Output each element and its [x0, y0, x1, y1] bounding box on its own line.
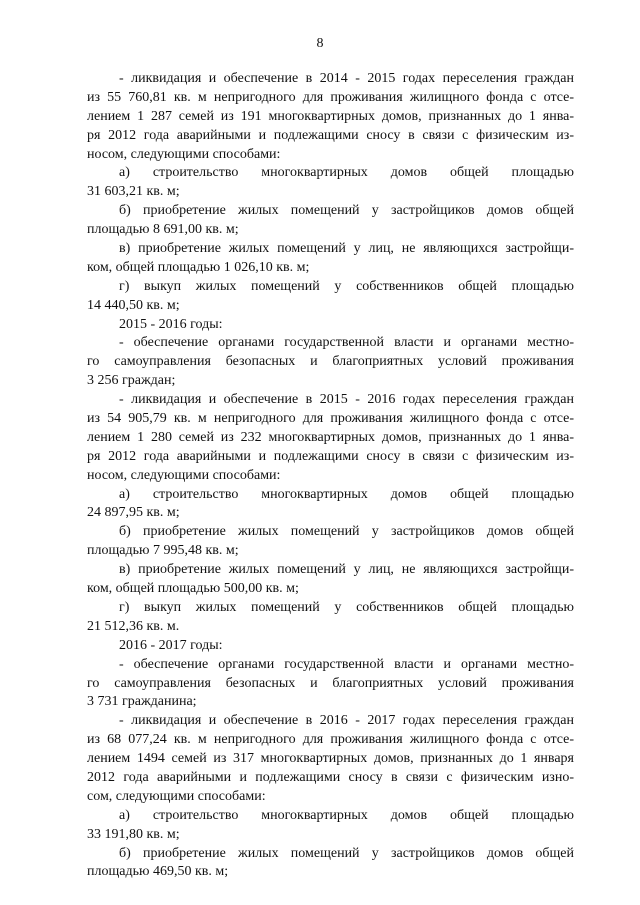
text-line: 2016 - 2017 годы: — [119, 637, 223, 653]
text-line: - ликвидация и обеспечение в 2016 - 2017 годах переселения граждан — [119, 713, 574, 729]
text-line: лением 1494 семей из 317 многоквартирных домов, признанных до 1 января — [87, 751, 574, 767]
text-line: а) строительство многоквартирных домов общей площадью — [119, 807, 574, 823]
text-line: го самоуправления безопасных и благоприятных условий проживания — [87, 354, 574, 370]
text-line: из 54 905,79 кв. м непригодного для проживания жилищного фонда с отсе- — [87, 411, 574, 427]
text-line: площадью 8 691,00 кв. м; — [87, 222, 239, 238]
page-number: 8 — [316, 36, 324, 51]
text-line: - ликвидация и обеспечение в 2014 - 2015 годах переселения граждан — [119, 71, 574, 86]
text-line: г) выкуп жилых помещений у собственников общей площадью — [119, 599, 574, 615]
text-line: а) строительство многоквартирных домов общей площадью — [119, 165, 574, 181]
text-line: 21 512,36 кв. м. — [87, 618, 180, 634]
text-line: лением 1 287 семей из 191 многоквартирных домов, признанных до 1 янва- — [87, 108, 574, 124]
text-line: - ликвидация и обеспечение в 2015 - 2016 годах переселения граждан — [119, 392, 574, 408]
text-line: 14 440,50 кв. м; — [87, 297, 180, 313]
document-body — [87, 70, 574, 882]
text-line: ком, общей площадью 1 026,10 кв. м; — [87, 259, 310, 275]
text-line: а) строительство многоквартирных домов общей площадью — [119, 486, 574, 502]
text-line: 33 191,80 кв. м; — [87, 826, 180, 842]
text-line: 31 603,21 кв. м; — [87, 184, 180, 200]
text-line: 3 731 гражданина; — [87, 694, 197, 710]
text-line: 24 897,95 кв. м; — [87, 505, 180, 521]
text-line: носом, следующими способами: — [87, 467, 281, 483]
text-line: площадью 469,50 кв. м; — [87, 864, 229, 880]
text-line: 2012 года аварийными и подлежащими сносу в связи с физическим изно- — [87, 769, 574, 785]
text-line: ря 2012 года аварийными и подлежащими сносу в связи с физическим из- — [87, 448, 574, 464]
text-line: 2015 - 2016 годы: — [119, 316, 223, 332]
text-line: б) приобретение жилых помещений у застройщиков домов общей — [119, 845, 574, 861]
text-line: ком, общей площадью 500,00 кв. м; — [87, 581, 299, 597]
text-line: б) приобретение жилых помещений у застройщиков домов общей — [119, 203, 574, 219]
text-line: - обеспечение органами государственной власти и органами местно- — [119, 656, 574, 672]
text-line: из 68 077,24 кв. м непригодного для проживания жилищного фонда с отсе- — [87, 732, 574, 748]
text-line: сом, следующими способами: — [87, 788, 266, 804]
text-line: из 55 760,81 кв. м непригодного для проживания жилищного фонда с отсе- — [87, 89, 574, 105]
text-line: в) приобретение жилых помещений у лиц, не являющихся застройщи- — [119, 241, 574, 257]
text-line: лением 1 280 семей из 232 многоквартирных домов, признанных до 1 янва- — [87, 429, 574, 445]
text-line: б) приобретение жилых помещений у застройщиков домов общей — [119, 524, 574, 540]
text-line: г) выкуп жилых помещений у собственников общей площадью — [119, 278, 574, 294]
text-line: в) приобретение жилых помещений у лиц, не являющихся застройщи- — [119, 562, 574, 578]
text-line: ря 2012 года аварийными и подлежащими сносу в связи с физическим из- — [87, 127, 574, 143]
text-line: площадью 7 995,48 кв. м; — [87, 543, 239, 559]
text-line: - обеспечение органами государственной власти и органами местно- — [119, 335, 574, 351]
text-line: 3 256 граждан; — [87, 373, 176, 389]
text-line: носом, следующими способами: — [87, 146, 281, 162]
text-line: го самоуправления безопасных и благоприятных условий проживания — [87, 675, 574, 691]
